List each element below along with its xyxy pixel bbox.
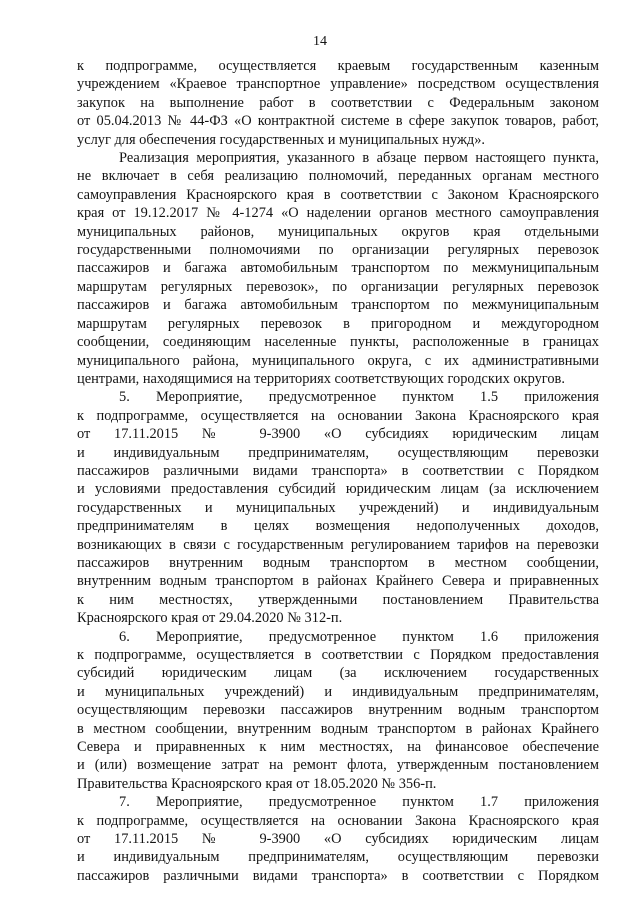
text-line: самоуправления Красноярского края в соответствии с Законом Красноярского [77, 186, 599, 203]
text-line: внутренним водным транспортом в районах Крайнего Севера и приравненных [77, 573, 599, 590]
text-line: от 17.11.2015 № 9-3900 «О субсидиях юридическим лицам [77, 831, 599, 848]
text-line: 6. Мероприятие, предусмотренное пунктом 1.6 приложения [119, 628, 599, 645]
text-line: государственными полномочиями по организации регулярных перевозок [77, 242, 599, 259]
text-line: от 05.04.2013 № 44-ФЗ «О контрактной системе в сфере закупок товаров, работ, [77, 113, 599, 130]
text-line: пассажиров внутренним водным транспортом в местном сообщении, [77, 554, 599, 571]
text-line: 7. Мероприятие, предусмотренное пунктом 1.7 приложения [119, 794, 599, 811]
text-line: муниципальных районов, муниципальных округов края отдельными [77, 223, 599, 240]
text-line: субсидий юридическим лицам (за исключением государственных [77, 665, 599, 682]
paragraph [77, 388, 599, 627]
text-line: к ним местностях, утвержденными постановлением Правительства [77, 591, 599, 608]
text-line: Реализация мероприятия, указанного в абзаце первом настоящего пункта, [119, 150, 599, 167]
text-line: к подпрограмме, осуществляется на основании Закона Красноярского края [77, 812, 599, 829]
text-line: предпринимателям в целях возмещения недополученных доходов, [77, 518, 599, 535]
text-line: центрами, находящимися на территориях соответствующих городских округов. [77, 370, 565, 387]
body-text [77, 57, 599, 885]
text-line: к подпрограмме, осуществляется на основании Закона Красноярского края [77, 407, 599, 424]
text-line: и индивидуальным предпринимателям, осуществляющим перевозки [77, 849, 599, 866]
text-line: пассажиров различными видами транспорта» в соответствии с Порядком [77, 867, 599, 884]
paragraph [77, 149, 599, 388]
text-line: возникающих в связи с государственным регулированием тарифов на перевозки [77, 536, 599, 553]
text-line: государственных и муниципальных учреждений) и индивидуальным [77, 499, 599, 516]
text-line: и индивидуальным предпринимателям, осуществляющим перевозки [77, 444, 599, 461]
text-line: от 17.11.2015 № 9-3900 «О субсидиях юридическим лицам [77, 426, 599, 443]
paragraph [77, 57, 599, 149]
text-line: закупок на выполнение работ в соответствии с Федеральным законом [77, 94, 599, 111]
text-line: услуг для обеспечения государственных и муниципальных нужд». [77, 131, 486, 148]
text-line: пассажиров и багажа автомобильным транспортом по межмуниципальным [77, 260, 599, 277]
text-line: в местном сообщении, внутренним водным транспортом в районах Крайнего [77, 720, 599, 737]
text-line: пассажиров и багажа автомобильным транспортом по межмуниципальным [77, 297, 599, 314]
text-line: пассажиров различными видами транспорта» в соответствии с Порядком [77, 462, 599, 479]
text-line: осуществляющим перевозки пассажиров внутренним водным транспортом [77, 702, 599, 719]
text-line: к подпрограмме, осуществляется краевым государственным казенным [77, 58, 599, 74]
text-line: края от 19.12.2017 № 4-1274 «О наделении органов местного самоуправления [77, 205, 599, 222]
text-line: и условиями предоставления субсидий юридическим лицам (за исключением [77, 481, 599, 498]
page-number: 14 [313, 34, 327, 49]
text-line: сообщении, соединяющим населенные пункты, расположенные в границах [77, 334, 599, 351]
text-line: Красноярского края от 29.04.2020 № 312-п. [77, 610, 343, 627]
text-line: к подпрограмме, осуществляется в соответствии с Порядком предоставления [77, 647, 599, 663]
paragraph [77, 793, 599, 885]
text-line: учреждением «Краевое транспортное управление» посредством осуществления [77, 76, 599, 93]
text-line: и (или) возмещение затрат на ремонт флота, утвержденным постановлением [77, 757, 599, 774]
text-line: муниципального района, муниципального округа, с их административными [77, 352, 599, 369]
text-line: маршрутам регулярных перевозок», по организации регулярных перевозок [77, 278, 599, 295]
text-line: Правительства Красноярского края от 18.05.2020 № 356-п. [77, 775, 437, 792]
paragraph [77, 628, 599, 794]
text-line: 5. Мероприятие, предусмотренное пунктом 1.5 приложения [119, 389, 599, 406]
text-line: маршрутам регулярных перевозок в пригородном и междугородном [77, 315, 599, 332]
text-line: не включает в себя реализацию полномочий, переданных органам местного [77, 168, 599, 185]
text-line: Севера и приравненных к ним местностях, на финансовое обеспечение [77, 739, 599, 756]
text-line: и муниципальных учреждений) и индивидуальным предпринимателям, [77, 683, 599, 700]
